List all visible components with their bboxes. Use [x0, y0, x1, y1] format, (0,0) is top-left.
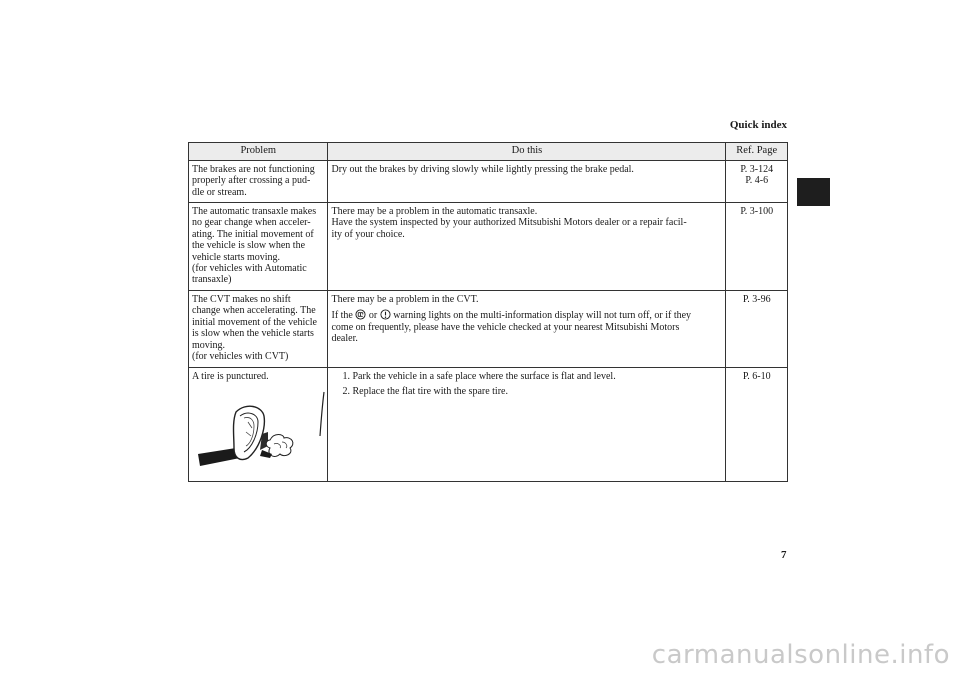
ref-page-link[interactable]: P. 4-6	[745, 175, 769, 187]
problem-text-line: the vehicle is slow when the	[192, 240, 306, 252]
do-this-text-line: Have the system inspected by your authorized Mitsubishi Motors dealer or a repair facil-	[331, 217, 687, 229]
problem-text-line: initial movement of the vehicle	[192, 316, 317, 328]
problem-cell	[189, 161, 328, 203]
do-this-text-line: dealer.	[331, 333, 358, 345]
column-header-do-this: Do this	[328, 143, 726, 161]
ref-page-cell	[726, 291, 788, 368]
step-item: 1. Park the vehicle in a safe place where the surface is flat and level.	[342, 371, 616, 382]
do-this-text: If the	[331, 310, 353, 322]
do-this-text: warning lights on the multi-information display will not turn off, or if they	[393, 310, 692, 322]
problem-text-line: The CVT makes no shift	[192, 294, 291, 305]
problem-text-line: The brakes are not functioning	[192, 164, 315, 175]
do-this-cell	[328, 368, 726, 482]
step-item: 2. Replace the flat tire with the spare tire.	[342, 386, 508, 398]
problem-text-line: vehicle starts moving.	[192, 251, 281, 263]
problem-cell	[189, 291, 328, 368]
ref-page-link[interactable]: P. 3-96	[742, 294, 771, 305]
section-tab-marker	[797, 178, 830, 206]
problem-text-line: ating. The initial movement of	[192, 228, 314, 240]
problem-text-line: change when accelerating. The	[192, 305, 316, 317]
do-this-text-line: There may be a problem in the CVT.	[331, 294, 479, 305]
column-header-ref-page: Ref. Page	[726, 143, 788, 161]
problem-text-line: (for vehicles with CVT)	[192, 351, 289, 363]
problem-text-line: is slow when the vehicle starts	[192, 328, 314, 340]
do-this-text-line: ity of your choice.	[331, 228, 405, 240]
ref-page-cell	[726, 368, 788, 482]
quick-index-table	[188, 142, 788, 482]
do-this-text: Dry out the brakes by driving slowly while lightly pressing the brake pedal.	[331, 164, 634, 175]
table-row	[189, 291, 788, 368]
cvt-warning-icon	[380, 309, 391, 320]
do-this-text: or	[368, 310, 378, 322]
problem-text-line: (for vehicles with Automatic	[192, 263, 307, 275]
table-header-row	[189, 143, 788, 161]
ref-page-cell	[726, 161, 788, 203]
problem-text-line: properly after crossing a pud-	[192, 175, 311, 187]
do-this-text-line: There may be a problem in the automatic transaxle.	[331, 206, 538, 217]
problem-text-line: The automatic transaxle makes	[192, 206, 317, 217]
problem-text-line: A tire is punctured.	[192, 371, 269, 382]
ref-page-cell	[726, 203, 788, 291]
do-this-cell	[328, 291, 726, 368]
flat-tire-illustration	[196, 388, 326, 470]
problem-text-line: transaxle)	[192, 274, 232, 286]
problem-text-line: moving.	[192, 339, 226, 351]
problem-cell	[189, 368, 328, 482]
table-row	[189, 368, 788, 482]
transmission-warning-icon	[355, 309, 366, 320]
do-this-cell	[328, 203, 726, 291]
do-this-text-line: come on frequently, please have the vehicle checked at your nearest Mitsubishi Motors	[331, 321, 680, 333]
column-header-problem: Problem	[189, 143, 328, 161]
table-row	[189, 161, 788, 203]
problem-text-line: dle or stream.	[192, 186, 247, 198]
ref-page-link[interactable]: P. 3-100	[740, 206, 774, 217]
problem-cell	[189, 203, 328, 291]
watermark: carmanualsonline.info	[651, 640, 950, 670]
ref-page-link[interactable]: P. 3-124	[740, 164, 774, 175]
table-row	[189, 203, 788, 291]
page-number: 7	[781, 549, 787, 561]
problem-text-line: no gear change when acceler-	[192, 217, 311, 229]
section-title: Quick index	[729, 119, 787, 131]
do-this-cell	[328, 161, 726, 203]
ref-page-link[interactable]: P. 6-10	[742, 371, 771, 382]
